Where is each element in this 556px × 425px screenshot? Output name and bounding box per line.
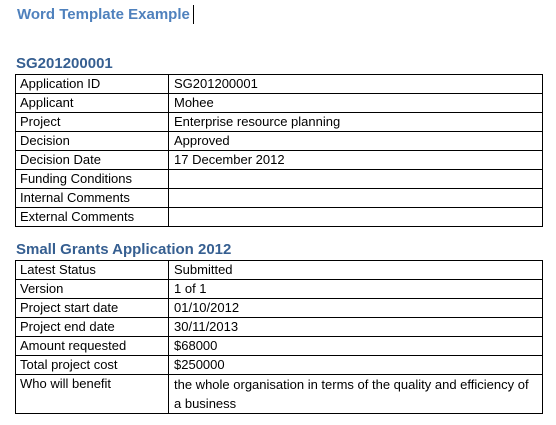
row-value[interactable]: 1 of 1 xyxy=(169,280,543,299)
row-label: Decision Date xyxy=(16,151,169,170)
row-value[interactable]: Enterprise resource planning xyxy=(169,113,543,132)
row-label: Application ID xyxy=(16,75,169,94)
row-label: Applicant xyxy=(16,94,169,113)
table-row xyxy=(16,208,543,227)
table-row xyxy=(16,189,543,208)
row-label: Amount requested xyxy=(16,337,169,356)
row-value[interactable]: $68000 xyxy=(169,337,543,356)
table-row xyxy=(16,299,543,318)
row-label: External Comments xyxy=(16,208,169,227)
row-value[interactable]: Submitted xyxy=(169,261,543,280)
row-label: Version xyxy=(16,280,169,299)
row-value[interactable] xyxy=(169,189,543,208)
row-value[interactable]: Approved xyxy=(169,132,543,151)
row-label: Project start date xyxy=(16,299,169,318)
document-title xyxy=(17,4,194,24)
row-label: Latest Status xyxy=(16,261,169,280)
application-details-table xyxy=(15,74,543,227)
row-label: Project xyxy=(16,113,169,132)
table-row xyxy=(16,94,543,113)
row-value[interactable] xyxy=(169,170,543,189)
table-row xyxy=(16,318,543,337)
table-row xyxy=(16,113,543,132)
table-row xyxy=(16,132,543,151)
row-label: Project end date xyxy=(16,318,169,337)
row-label: Total project cost xyxy=(16,356,169,375)
grants-application-heading: Small Grants Application 2012 xyxy=(16,241,232,258)
table-row xyxy=(16,261,543,280)
table-row xyxy=(16,356,543,375)
table-row xyxy=(16,375,543,414)
row-label: Decision xyxy=(16,132,169,151)
row-value[interactable]: Mohee xyxy=(169,94,543,113)
row-value[interactable]: 17 December 2012 xyxy=(169,151,543,170)
row-value[interactable]: $250000 xyxy=(169,356,543,375)
application-id-heading: SG201200001 xyxy=(16,55,113,72)
document-title-text: Word Template Example xyxy=(17,5,190,23)
row-value[interactable]: SG201200001 xyxy=(169,75,543,94)
table-row xyxy=(16,337,543,356)
row-value[interactable]: 30/11/2013 xyxy=(169,318,543,337)
row-value[interactable]: 01/10/2012 xyxy=(169,299,543,318)
row-value[interactable]: the whole organisation in terms of the quality and efficiency of a business xyxy=(169,375,543,414)
row-label: Internal Comments xyxy=(16,189,169,208)
row-label: Funding Conditions xyxy=(16,170,169,189)
text-cursor xyxy=(193,5,194,24)
grants-application-table xyxy=(15,260,543,414)
row-label: Who will benefit xyxy=(16,375,169,414)
table-row xyxy=(16,75,543,94)
table-row xyxy=(16,170,543,189)
table-row xyxy=(16,151,543,170)
table-row xyxy=(16,280,543,299)
row-value[interactable] xyxy=(169,208,543,227)
